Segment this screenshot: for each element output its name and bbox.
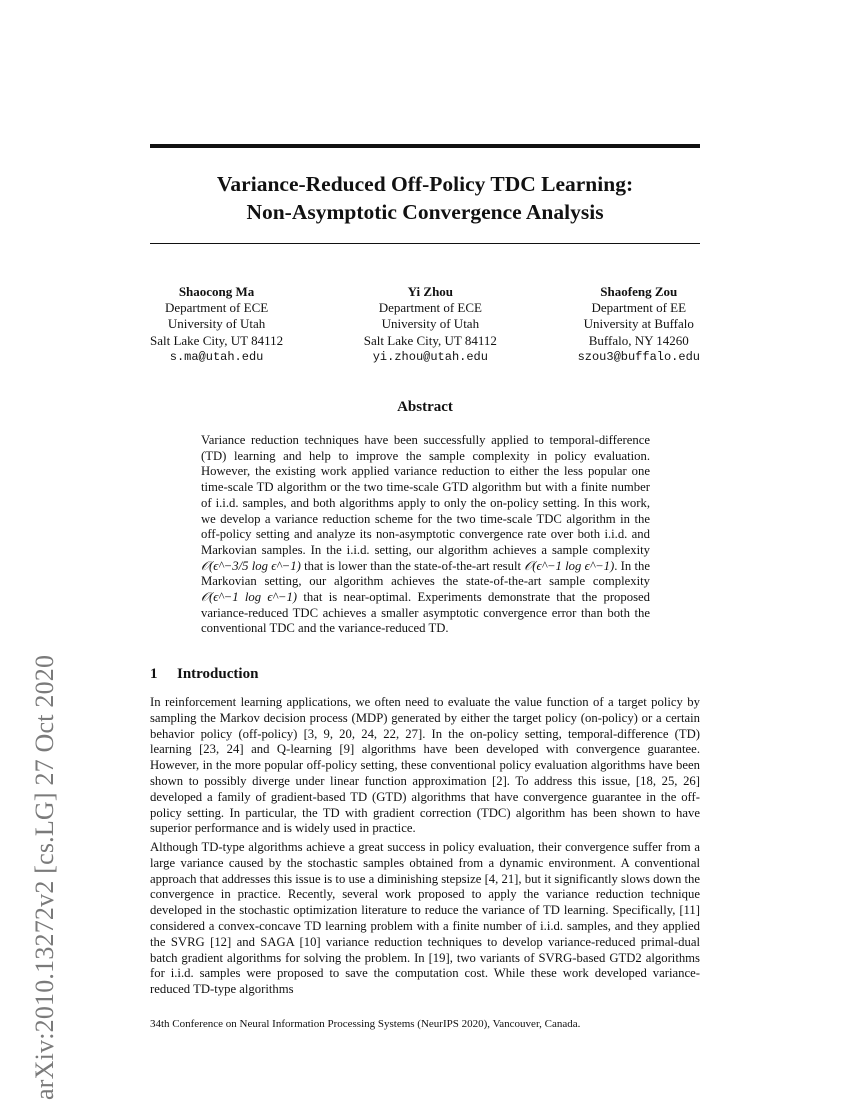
arxiv-identifier-stamp: arXiv:2010.13272v2 [cs.LG] 27 Oct 2020 [30, 654, 59, 1100]
intro-paragraph-2: Although TD-type algorithms achieve a great success in policy evaluation, their convergence suffer from a large variance caused by the stochastic samples obtained from a dynamic environment. A conventional approach that addresses this issue is to use a diminishing stepsize [4, 21], but it significantly slows down the convergence in practice. Recently, several work proposed to apply the variance reduction technique developed in the stochastic optimization literature to reduce the variance of TD learning. Specifically, [11] considered a convex-concave TD learning problem with a finite number of i.i.d. samples, and they applied the SVRG [12] and SAGA [10] variance reduction techniques to develop variance-reduced primal-dual batch gradient algorithms for solving the problem. In [19], two variants of SVRG-based GTD2 algorithms for i.i.d. samples were proposed to save the computation cost. While these work developed variance-reduced TD-type algorithms [150, 840, 700, 997]
author-address: Buffalo, NY 14260 [588, 332, 689, 348]
author-department: Department of ECE [164, 300, 269, 316]
math-complexity-1: 𝒪(ϵ^−3/5 log ϵ^−1) [201, 558, 301, 573]
author-name: Yi Zhou [407, 284, 454, 299]
title-line-1: Variance-Reduced Off-Policy TDC Learning: [216, 172, 634, 196]
abstract-part-4: that is near-optimal. Experiments demonstrate that the proposed variance-reduced TDC achieves a smaller asymptotic convergence error than both the conventional TDC and the variance-reduced TD. [201, 590, 650, 636]
title-bottom-rule [150, 243, 700, 244]
abstract-part-3: . In the Markovian setting, our algorithm achieves the state-of-the-art sample complexity [201, 558, 650, 589]
author-university: University of Utah [167, 316, 266, 332]
section-heading-introduction [150, 666, 700, 683]
section-title: Introduction [177, 666, 259, 682]
author-department: Department of ECE [378, 300, 482, 316]
title-top-rule [150, 144, 700, 148]
author-email: s.ma@utah.edu [169, 349, 264, 364]
author-university: University of Utah [381, 316, 480, 332]
author-department: Department of EE [591, 300, 687, 316]
author-address: Salt Lake City, UT 84112 [363, 332, 497, 348]
author-university: University at Buffalo [583, 316, 694, 332]
paper-title [150, 170, 700, 226]
author-2 [364, 284, 497, 365]
math-complexity-3: 𝒪(ϵ^−1 log ϵ^−1) [201, 590, 298, 605]
abstract-part-2: that is lower than the state-of-the-art result [304, 558, 521, 573]
conference-footnote: 34th Conference on Neural Information Processing Systems (NeurIPS 2020), Vancouver, Canada. [150, 1018, 581, 1030]
section-number: 1 [150, 666, 158, 682]
author-email: szou3@buffalo.edu [577, 349, 700, 364]
author-email: yi.zhou@utah.edu [372, 349, 488, 364]
abstract-heading: Abstract [397, 399, 453, 415]
author-address: Salt Lake City, UT 84112 [150, 332, 284, 348]
intro-paragraph-1: In reinforcement learning applications, we often need to evaluate the value function of a target policy by sampling the Markov decision process (MDP) generated by either the target policy (on-policy) or a certain behavior policy (off-policy) [3, 9, 20, 24, 22, 27]. In the on-policy setting, temporal-difference (TD) learning [23, 24] and Q-learning [9] algorithms have been developed with convergence guarantee. However, in the more popular off-policy setting, these conventional policy evaluation algorithms have been shown to possibly diverge under linear function approximation [2]. To address this issue, [18, 25, 26] developed a family of gradient-based TD (GTD) algorithms that have convergence guarantee in the off-policy setting. In particular, the TD with gradient correction (TDC) algorithm has been shown to have superior performance and is widely used in practice. [150, 695, 700, 836]
abstract-part-1: Variance reduction techniques have been successfully applied to temporal-difference (TD) learning and help to improve the sample complexity in policy evaluation. However, the existing work applied variance reduction to either the less popular one time-scale TD algorithm or the two time-scale GTD algorithm but with a finite number of i.i.d. samples, and both algorithms apply to only the on-policy setting. In this work, we develop a variance reduction scheme for the two time-scale TDC algorithm in the off-policy setting and analyze its non-asymptotic convergence rate over both i.i.d. and Markovian samples. In the i.i.d. setting, our algorithm achieves a sample complexity [201, 433, 650, 557]
author-block [150, 284, 700, 365]
author-name: Shaofeng Zou [600, 284, 678, 299]
math-complexity-2: 𝒪(ϵ^−1 log ϵ^−1) [524, 558, 615, 573]
author-name: Shaocong Ma [178, 284, 255, 299]
author-3 [578, 284, 700, 365]
title-line-2: Non-Asymptotic Convergence Analysis [246, 200, 604, 224]
author-1 [150, 284, 283, 365]
abstract-text [201, 433, 650, 637]
